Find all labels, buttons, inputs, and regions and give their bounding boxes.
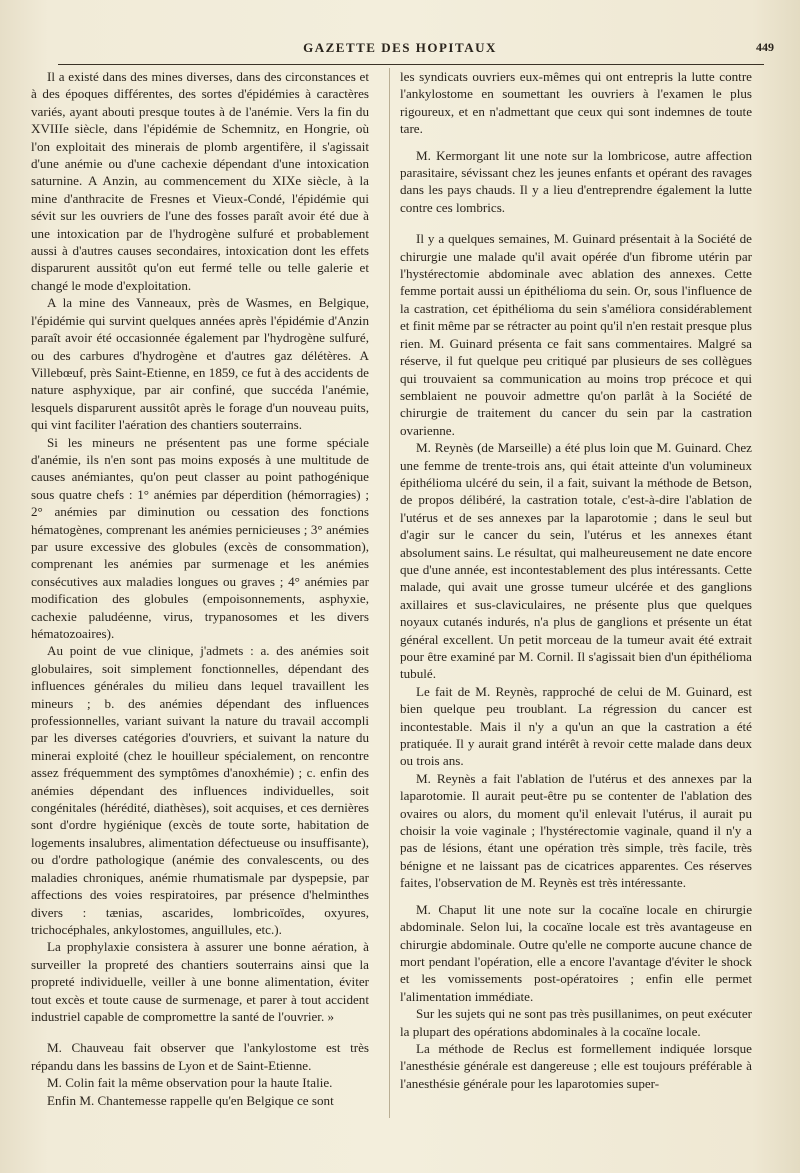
paragraph: Il a existé dans des mines diverses, dans des circonstances et à des époques différentes, des sortes d'épidémies à caractères variés, ayant abouti presque toutes à de l'anémie. Vers la fin du XVIIIe siècle, dans l'épidémie de Schemnitz, en Hongrie, où l'on exploitait des minerais de plomb argentifère, il s'agissait d'une anémie ou d'une cachexie dépendant d'une intoxication saturnine. A Anzin, au commencement du XIXe siècle, à la mine d'anthracite de Fresnes et Vieux-Condé, l'épidémie qui sévit sur les ouvriers de l'une des fosses paraît avoir été due à une intoxication par de l'hydrogène sulfuré et probablement aussi à d'autres causes secondaires, intoxication dont les effets disparurent aussitôt qu'on eut fermé telle ou telle galerie et changé le mode d'exploitation. — [31, 69, 369, 293]
paragraph: M. Reynès a fait l'ablation de l'utérus et des annexes par la laparotomie. Il aurait peut-être pu se contenter de l'ablation des ovaires ou alors, du moment qu'il enlevait l'utérus, il aurait pu choisir la voie vaginale ; l'hystérectomie vaginale, quand il n'y a pas de lésions, étant une opération très simple, très facile, très bénigne et ne laissant pas de cicatrices apparentes. Ces réserves faites, l'observation de M. Reynès est très intéressante. — [400, 770, 752, 891]
paragraph: M. Chaput lit une note sur la cocaïne locale en chirurgie abdominale. Selon lui, la cocaïne locale est très avantageuse en chirurgie abdominale. Outre qu'elle ne comporte aucune chance de mort pendant l'opération, elle a encore l'avantage d'éviter le shock et les vomissements post-opératoires ; enfin elle permet l'alimentation immédiate. — [400, 901, 752, 1004]
paragraph: La prophylaxie consistera à assurer une bonne aération, à surveiller la propreté des chantiers souterrains ainsi que la propreté individuelle, veiller à une bonne alimentation, éviter tout excès et toute cause de surmenage, et parer à tout accident industriel capable de compromettre la santé de l'ouvrier. » — [31, 939, 369, 1024]
page-header — [24, 40, 776, 62]
paragraph: Sur les sujets qui ne sont pas très pusillanimes, on peut exécuter la plupart des opérations abdominales à la cocaïne locale. — [400, 1006, 752, 1039]
paragraph: M. Colin fait la même observation pour la haute Italie. — [47, 1075, 333, 1091]
paragraph: Le fait de M. Reynès, rapproché de celui de M. Guinard, est bien quelque peu troublant. La régression du cancer est incontestable. Mais il n'y a qu'un an que la castration a été pratiquée. Il y aurait grand intérêt à revoir cette malade dans deux ou trois ans. — [400, 683, 752, 769]
paragraph: M. Chauveau fait observer que l'ankylostome est très répandu dans les bassins de Lyon et de Saint-Etienne. — [31, 1040, 369, 1073]
paragraph: les syndicats ouvriers eux-mêmes qui ont entrepris la lutte contre l'ankylostome en soumettant les ouvriers à l'examen le plus rigoureux, et en n'admettant que ceux qui sont indemnes de toute tare. — [400, 69, 752, 137]
page-number: 449 — [756, 40, 774, 54]
right-column — [400, 68, 752, 1092]
paragraph: M. Reynès (de Marseille) a été plus loin que M. Guinard. Chez une femme de trente-trois ans, qui était atteinte d'un volumineux épithélioma ulcéré du sein, il a fait, suivant la méthode de Betson, de propos délibéré, la castration totale, c'est-à-dire l'ablation de l'utérus et de ses annexes par la laparotomie ; dans le seul but d'agir sur le cancer du sein, l'utérus et les annexes étant absolument sains. Le résultat, qui malheureusement ne date encore que d'une année, est incontestablement des plus intéressants. Cette malade, qui avait une grosse tumeur ulcérée et des ganglions axillaires et sus-claviculaires, ne présente plus que quelques noyaux cutanés indurés, n'a plus de ganglions et présente un état général excellent. Un petit morceau de la tumeur avait été extrait pour être examiné par M. Cornil. Il s'agissait bien d'un épithélioma tubulé. — [400, 440, 752, 682]
paragraph: A la mine des Vanneaux, près de Wasmes, en Belgique, l'épidémie qui survint quelques années après l'épidémie d'Anzin paraît avoir été occasionnée également par l'hydrogène sulfuré, ou des carbures d'hydrogène et d'autres gaz délétères. A Villebœuf, près Saint-Etienne, en 1859, ce fut à des accidents de nature asphyxique, par air confiné, que succéda l'anémie, lesquels disparurent aussitôt après le forage d'un nouveau puits, qui vint faciliter l'aération des chantiers souterrains. — [31, 295, 369, 433]
paragraph: Au point de vue clinique, j'admets : a. des anémies soit globulaires, soit simplement fonctionnelles, dépendant des influences générales du milieu dans lequel travaillent les mineurs ; b. des anémies dépendant des influences professionnelles, variant suivant la nature du travail accompli par les diverses catégories d'ouvriers, et suivant la nature du minerai exploité (chez le houilleur spécialement, on rencontre assez fréquemment des symptômes d'anoxhémie) ; c. enfin des anémies dépendant des influences individuelles, soit congénitales (hérédité, diathèses), soit acquises, et ces dernières sont d'ordre hygiénique (excès de toute sorte, habitation de logements insalubres, alimentation défectueuse ou insuffisante), ou d'ordre pathologique (anémie des convalescents, ou des maladies chroniques, anémie rhumatismale par dyspepsie, par affections des voies respiratoires, par présence d'helminthes divers : tænias, ascarides, lombricoïdes, oxyures, trichocéphales, ankylostomes, anguillules, etc.). — [31, 643, 369, 937]
running-title: GAZETTE DES HOPITAUX — [303, 40, 497, 55]
left-column — [31, 68, 369, 1109]
header-rule — [58, 64, 764, 65]
paragraph: M. Kermorgant lit une note sur la lombricose, autre affection parasitaire, sévissant chez les jeunes enfants et opérant des ravages dans les pays chauds. Il y a lieu d'entreprendre également la lutte contre ces lombrics. — [400, 147, 752, 215]
paragraph: Il y a quelques semaines, M. Guinard présentait à la Société de chirurgie une malade qu'il avait opérée d'un fibrome utérin par l'hystérectomie abdominale avec ablation des annexes. Cette femme portait aussi un épithélioma du sein. Or, sous l'influence de la castration, cet épithélioma du sein s'améliora considérablement et finit même par se rétracter au point qu'il n'en restait presque plus rien. M. Guinard présenta ce fait sans commentaires. Malgré sa réserve, il fut quelque peu critiqué par plusieurs de ses collègues qui trouvaient sa communication au moins trop précoce et qui semblaient ne pouvoir admettre qu'on parlât à la Société de chirurgie de traitement du cancer du sein par la castration ovarienne. — [400, 231, 752, 438]
paragraph: Enfin M. Chantemesse rappelle qu'en Belgique ce sont — [47, 1092, 334, 1108]
column-divider — [389, 68, 390, 1118]
paragraph: La méthode de Reclus est formellement indiquée lorsque l'anesthésie générale est dangereuse ; elle est toujours préférable à l'anesthésie générale pour les laparotomies super- — [400, 1040, 752, 1091]
paragraph: Si les mineurs ne présentent pas une forme spéciale d'anémie, ils n'en sont pas moins exposés à une multitude de causes anémiantes, qu'on peut classer au point pathogénique sous quatre chefs : 1° anémies par déperdition (hémorragies) ; 2° anémies par diminution ou cessation des fonctions hématogènes, comprenant les anémies pernicieuses ; 3° anémies par usure excessive des globules (excès de consommation), comprenant les anémies par surmenage et les anémies consécutives aux maladies longues ou graves ; 4° anémies par modification des globules (empoisonnements, asphyxie, cachexie paludéenne, virus, trypanosomes et les divers hématozoaires). — [31, 434, 369, 641]
